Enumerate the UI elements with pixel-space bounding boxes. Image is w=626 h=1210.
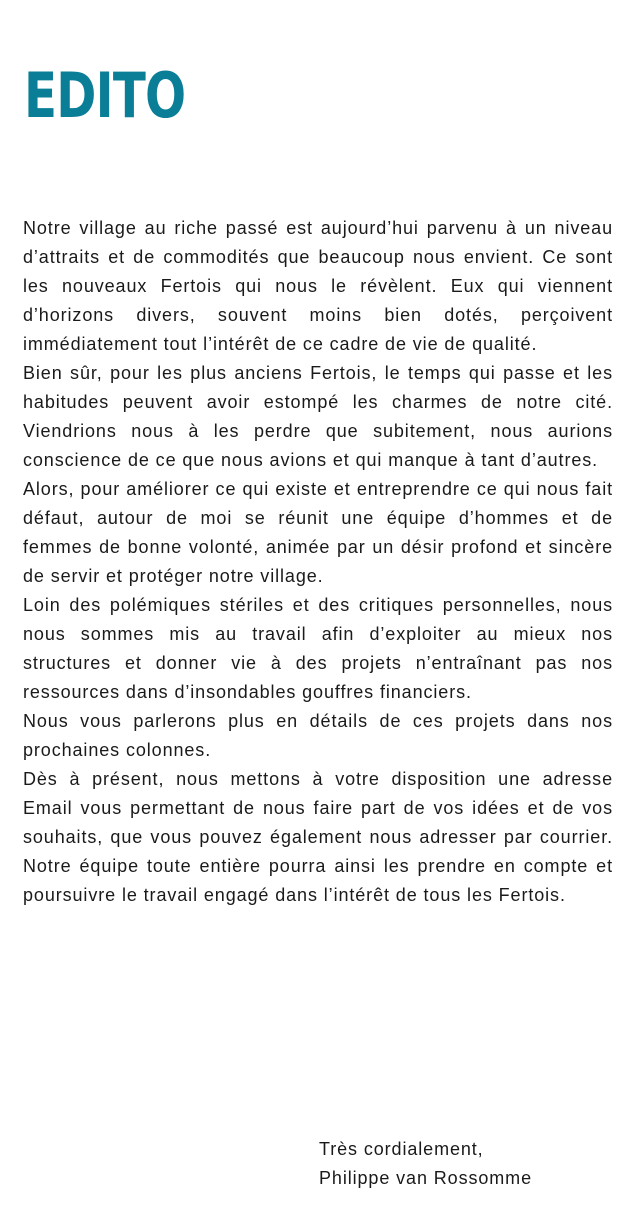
paragraph-6: Dès à présent, nous mettons à votre disposition une adresse Email vous permettant de nous faire part de vos idées et de vos souhaits, que vous pouvez également nous adresser par courrier. Notre équipe toute entière pourra ainsi les prendre en compte et poursuivre le travail engagé dans l’intérêt de tous les Fertois. bbox=[23, 769, 613, 905]
paragraph-5: Nous vous parlerons plus en détails de ces projets dans nos prochaines colonnes. bbox=[23, 711, 613, 760]
edito-body bbox=[23, 214, 613, 910]
signature-closing: Très cordialement, bbox=[319, 1139, 484, 1159]
paragraph-1: Notre village au riche passé est aujourd’hui parvenu à un niveau d’attraits et de commodités que beaucoup nous envient. Ce sont les nouveaux Fertois qui nous le révèlent. Eux qui viennent d’horizons divers, souvent moins bien dotés, perçoivent immédiatement tout l’intérêt de ce cadre de vie de qualité. bbox=[23, 218, 613, 354]
paragraph-4: Loin des polémiques stériles et des critiques personnelles, nous nous sommes mis au travail afin d’exploiter au mieux nos structures et donner vie à des projets n’entraînant pas nos ressources dans d’insondables gouffres financiers. bbox=[23, 595, 613, 702]
signature-block bbox=[319, 1135, 532, 1193]
page-title: EDITO bbox=[24, 59, 186, 132]
signature-name: Philippe van Rossomme bbox=[319, 1168, 532, 1188]
paragraph-2: Bien sûr, pour les plus anciens Fertois, le temps qui passe et les habitudes peuvent avoir estompé les charmes de notre cité. Viendrions nous à les perdre que subitement, nous aurions conscience de ce que nous avions et qui manque à tant d’autres. bbox=[23, 363, 613, 470]
paragraph-3: Alors, pour améliorer ce qui existe et entreprendre ce qui nous fait défaut, autour de moi se réunit une équipe d’hommes et de femmes de bonne volonté, animée par un désir profond et sincère de servir et protéger notre village. bbox=[23, 479, 613, 586]
